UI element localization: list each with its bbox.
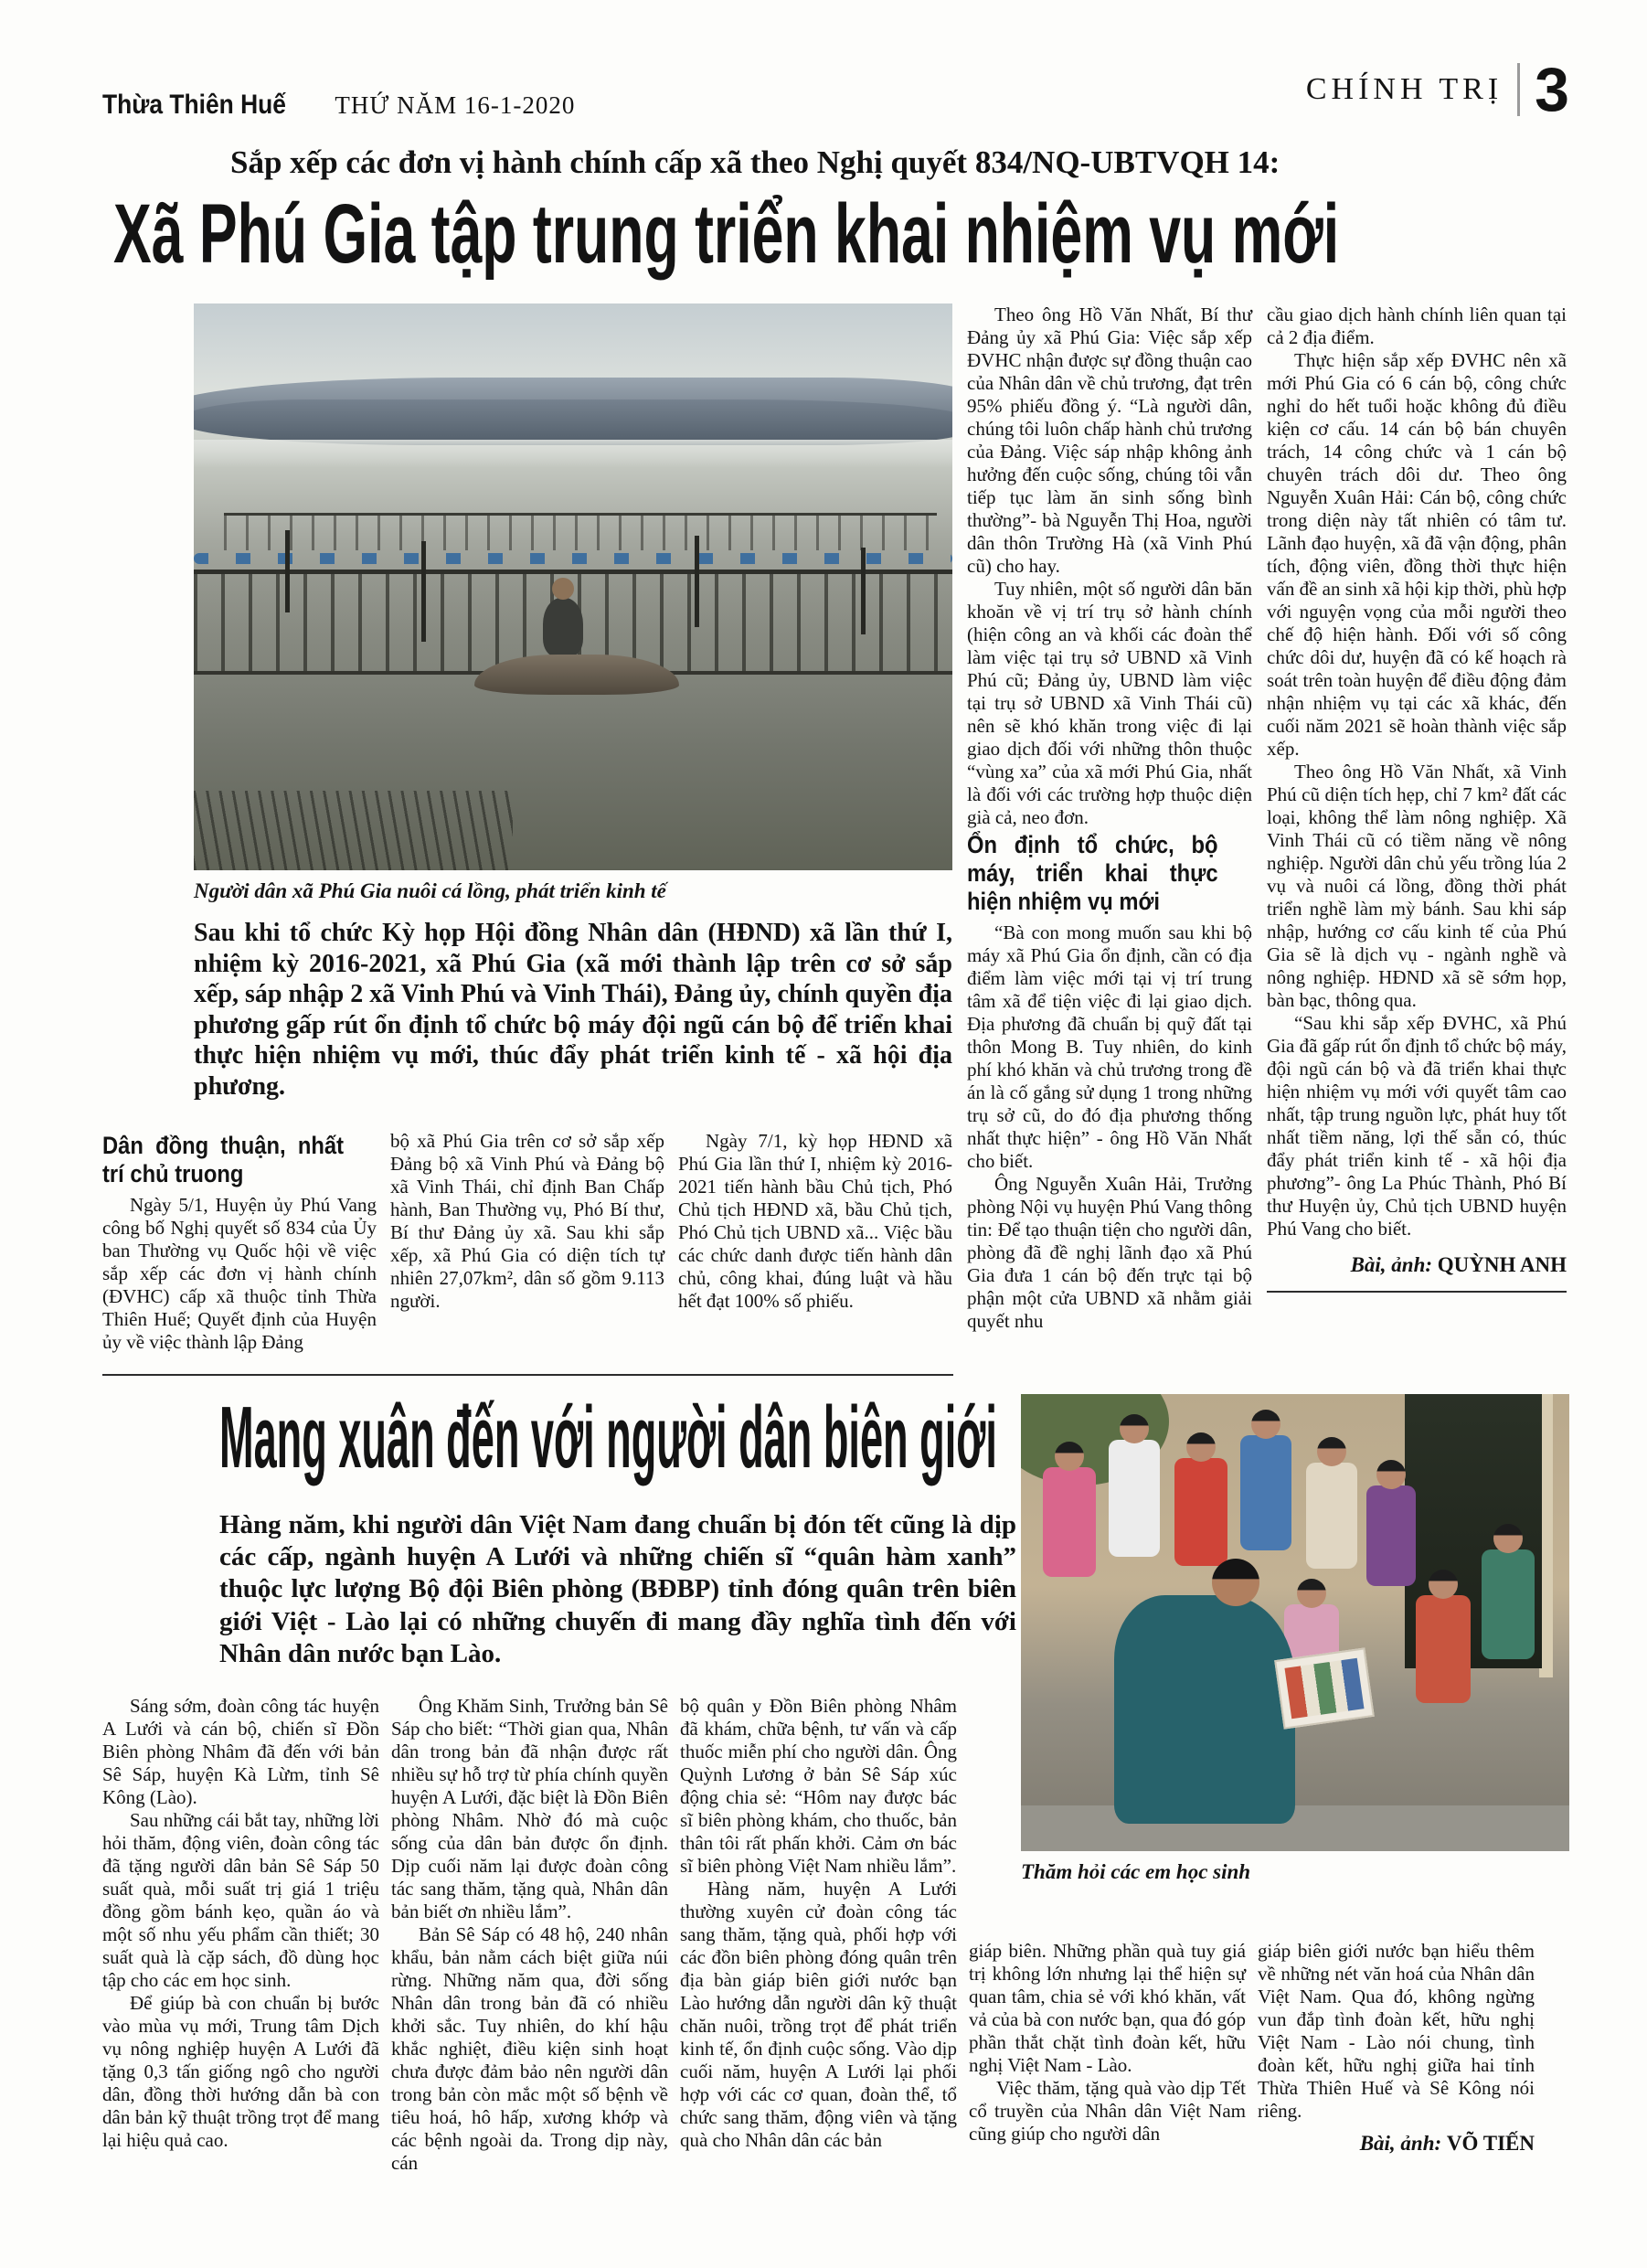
photo-child: [1482, 1549, 1535, 1659]
photo-child: [1240, 1435, 1291, 1550]
paragraph: Sau những cái bắt tay, những lời hỏi thăm, động viên, đoàn công tác đã tặng người dân bản Sê Sáp 50 suất quà, mỗi suất trị giá 1 triệu đồng gồm bánh kẹo, quần áo và một số nhu yếu phẩm cần thiết; 30 suất quà là cặp sách, đồ dùng học tập cho các em học sinh.: [102, 1808, 379, 1991]
photo-child: [1043, 1467, 1096, 1577]
byline-label: Bài, ảnh:: [1350, 1253, 1433, 1276]
article2-photo: [1021, 1394, 1569, 1851]
article2-lede: Hàng năm, khi người dân Việt Nam đang chuẩn bị đón tết cũng là dịp các cấp, ngành huyện A Lưới và những chiến sĩ “quân hàm xanh” thuộc lực lượng Bộ đội Biên phòng (BĐBP) tỉnh đóng quân trên biên giới Việt - Lào lại có những chuyến đi mang đầy nghĩa tình đến với Nhân dân nước bạn Lào.: [219, 1509, 1016, 1669]
article2-photo-wrap: [1021, 1394, 1569, 1884]
photo-child: [1174, 1458, 1227, 1566]
photo-pole: [861, 548, 866, 634]
article1-photo: [194, 303, 952, 870]
article1-main: [102, 303, 1569, 1354]
article1-column-a: [967, 303, 1252, 1354]
paragraph: “Bà con mong muốn sau khi bộ máy xã Phú Gia ổn định, cần có địa điểm làm việc mới tại vị trí trung tâm xã để tiện việc đi lại giao dịch. Địa phương đã chuẩn bị quỹ đất tại thôn Mong B. Tuy nhiên, do kinh phí khó khăn và chủ trương trong đề án là cố gắng sử dụng 1 trong những trụ sở cũ, do đó địa phương thống nhất thực hiện” - ông Hồ Văn Nhất cho biết.: [967, 921, 1252, 1173]
paragraph: Bản Sê Sáp có 48 hộ, 240 nhân khẩu, bản nằm cách biệt giữa núi rừng. Những năm qua, đời sống Nhân dân trong bản đã có nhiều khởi sắc. Tuy nhiên, do khí hậu khắc nghiệt, điều kiện sinh hoạt chưa được đảm bảo nên người dân trong bản còn mắc một số bệnh về tiêu hoá, hô hấp, xương khớp và các bệnh ngoài da. Trong dịp này, cán: [391, 1922, 668, 2174]
photo-child: [1306, 1463, 1357, 1569]
article1-bottom-col1-text: Ngày 5/1, Huyện ủy Phú Vang công bố Nghị quyết số 834 của Ủy ban Thường vụ Quốc hội về việc sắp xếp các đơn vị hành chính (ĐVHC) cấp xã thuộc tỉnh Thừa Thiên Huế; Quyết định của Huyện ủy về việc thành lập Đảng: [102, 1193, 377, 1353]
article2-headline: Mang xuân đến với người dân biên giới: [219, 1388, 997, 1486]
article1-photo-caption: Người dân xã Phú Gia nuôi cá lồng, phát triển kinh tế: [194, 879, 666, 902]
article1-bottom-col2-text: bộ xã Phú Gia trên cơ sở sắp xếp Đảng bộ xã Vinh Phú và Đảng bộ xã Vinh Thái, chỉ định Ban Chấp hành, Ban Thường vụ, Phó Bí thư, Bí thư Đảng ủy xã. Sau khi sắp xếp, xã Phú Gia có diện tích tự nhiên 27,07km², dân số gồm 9.113 người.: [390, 1129, 664, 1312]
photo-woman: [1114, 1595, 1295, 1824]
article1-bottom-columns: [102, 1130, 952, 1354]
paragraph: Ông Nguyễn Xuân Hải, Trưởng phòng Nội vụ huyện Phú Vang thông tin: Để tạo thuận tiện cho người dân, phòng đã đề nghị lãnh đạo xã Phú Gia đưa 1 cán bộ đến trực tại bộ phận một cửa UBND xã nhằm giải quyết nhu: [967, 1173, 1252, 1333]
section-name: CHÍNH TRỊ: [1305, 72, 1504, 106]
paragraph: Việc thăm, tặng quà vào dịp Tết cổ truyền của Nhân dân Việt Nam cũng giúp cho người dân: [969, 2076, 1246, 2145]
photo-haze: [194, 440, 952, 468]
photo-fish-cage-far: [224, 513, 937, 549]
article1-column-b: [1267, 303, 1567, 1354]
paragraph: Theo ông Hồ Văn Nhất, xã Vinh Phú cũ diện tích hẹp, chỉ 7 km² đất các loại, không thể làm nông nghiệp. Xã Vinh Thái cũ có tiềm năng về nông nghiệp. Người dân chủ yếu trồng lúa 2 vụ và nuôi cá lồng, đồng thời phát triển nghề làm mỳ bánh. Sau khi sáp nhập, hướng cơ cấu kinh tế của Phú Gia sẽ là dịch vụ - ngành nghề và nông nghiệp. HĐND xã sẽ sớm họp, bàn bạc, thông qua.: [1267, 761, 1567, 1011]
issue-date: THỨ NĂM 16-1-2020: [335, 91, 576, 119]
paragraph: Tuy nhiên, một số người dân băn khoăn về vị trí trụ sở hành chính (hiện công an và khối các đoàn thể làm việc tại trụ sở UBND xã Vinh Phú cũ; Đảng ủy, UBND làm việc tại trụ sở UBND xã Vinh Thái cũ) nên sẽ khó khăn trong việc đi lại giao dịch đối với những thôn thuộc “vùng xa” của xã mới Phú Gia, nhất là đối với các trường hợp thuộc diện già cả, neo đơn.: [967, 578, 1252, 828]
paragraph: cầu giao dịch hành chính liên quan tại cả 2 địa điểm.: [1267, 303, 1567, 348]
article1-left-block: [102, 303, 952, 1354]
photo-pole: [421, 541, 426, 642]
photo-picture-card: [1274, 1647, 1375, 1729]
article2-col3: [680, 1695, 957, 2175]
photo-child: [1416, 1595, 1471, 1703]
article2-col2: [391, 1695, 668, 2175]
article1-bottom-col1: [102, 1130, 377, 1354]
paragraph: Hàng năm, huyện A Lưới thường xuyên cử đoàn công tác sang thăm, tặng quà, phối hợp với các đồn biên phòng đóng quân trên địa bàn giáp biên giới nước bạn Lào hướng dẫn người dân kỹ thuật chăn nuôi, trồng trọt để phát triển kinh tế, ổn định cuộc sống. Vào dịp cuối năm, huyện A Lưới lại phối hợp với các cơ quan, đoàn thể, tổ chức sang thăm, động viên và tặng quà cho Nhân dân các bản: [680, 1877, 957, 2151]
article1-end-rule: [1267, 1291, 1567, 1293]
byline-author: VÕ TIẾN: [1446, 2131, 1535, 2155]
article1-bottom-col3-text: Ngày 7/1, kỳ họp HĐND xã Phú Gia lần thứ I, nhiệm kỳ 2016-2021 tiến hành bầu Chủ tịch, Phó Chủ tịch HĐND xã, bầu Chủ tịch, Phó Chủ tịch UBND xã... Việc bầu các chức danh được tiến hành dân chủ, công khai, đúng luật và hầu hết đạt 100% số phiếu.: [678, 1129, 952, 1312]
article2-col1: [102, 1695, 379, 2175]
photo-child: [1366, 1485, 1416, 1586]
article1-byline: [1267, 1253, 1567, 1276]
photo-pole: [285, 530, 290, 612]
article1-lede: Sau khi tổ chức Kỳ họp Hội đồng Nhân dân (HĐND) xã lần thứ I, nhiệm kỳ 2016-2021, xã Phú Gia (xã mới thành lập trên cơ sở sắp xếp, sáp nhập 2 xã Vinh Phú và Vinh Thái), Đảng ủy, chính quyền địa phương gấp rút ổn định tổ chức bộ máy đội ngũ cán bộ để triển khai thực hiện nhiệm vụ mới, thúc đẩy phát triển kinh tế - xã hội địa phương.: [194, 919, 952, 1101]
paragraph: Theo ông Hồ Văn Nhất, Bí thư Đảng ủy xã Phú Gia: Việc sắp xếp ĐVHC nhận được sự đồng thuận cao của Nhân dân về chủ trương, đạt trên 95% phiếu đồng ý. “Là người dân, chúng tôi luôn chấp hành chủ trương của Đảng. Việc sáp nhập không ảnh hưởng đến cuộc sống, chúng tôi vẫn tiếp tục làm ăn sinh sống bình thường”- bà Nguyễn Thị Hoa, người dân thôn Trường Hà (xã Vinh Phú cũ) cho hay.: [967, 303, 1252, 577]
masthead-block: [102, 90, 575, 121]
article-1: [102, 144, 1569, 1376]
photo-fisherman: [543, 598, 583, 656]
article2-photo-caption: Thăm hỏi các em học sinh: [1021, 1859, 1251, 1883]
byline-author: QUỲNH ANH: [1437, 1253, 1567, 1276]
article1-photo-wrap: [194, 303, 952, 903]
photo-net-foreground: [194, 791, 513, 870]
paragraph: Ông Khăm Sinh, Trưởng bản Sê Sáp cho biết: “Thời gian qua, Nhân dân trong bản đã nhận được rất nhiều sự hỗ trợ từ phía chính quyền huyện A Lưới, đặc biệt là Đồn Biên phòng Nhâm. Nhờ đó mà cuộc sống của dân bản được ổn định. Dịp cuối năm lại được đoàn công tác sang thăm, tặng quà, Nhân dân bản biết ơn nhiều lắm”.: [391, 1694, 668, 1922]
article2-byline: [1258, 2132, 1535, 2155]
article-2: [102, 1388, 1569, 2235]
page-number: 3: [1535, 55, 1569, 124]
masthead: Thừa Thiên Huế: [102, 90, 286, 120]
article-separator-rule: [102, 1374, 953, 1376]
paragraph: bộ quân y Đồn Biên phòng Nhâm đã khám, chữa bệnh, tư vấn và cấp thuốc miễn phí cho người dân. Ông Quỳnh Lương ở bản Sê Sáp xúc động chia sẻ: “Hôm nay được bác sĩ biên phòng khám, cho thuốc, bản thân tôi rất phấn khởi. Cảm ơn bác sĩ biên phòng Việt Nam nhiều lắm”.: [680, 1694, 957, 1877]
byline-label: Bài, ảnh:: [1359, 2131, 1442, 2155]
article1-kicker: Sắp xếp các đơn vị hành chính cấp xã theo Nghị quyết 834/NQ-UBTVQH 14:: [230, 144, 1280, 180]
paragraph: “Sau khi sắp xếp ĐVHC, xã Phú Gia đã gấp rút ổn định tổ chức bộ máy, đội ngũ cán bộ và đã triển khai thực hiện nhiệm vụ mới với quyết tâm cao nhất, tập trung nguồn lực, phát huy tốt nhất tiềm năng, lợi thế sẵn có, thúc đẩy phát triển kinh tế - xã hội địa phương”- ông La Phúc Thành, Phó Bí thư Huyện ủy, Chủ tịch UBND huyện Phú Vang cho biết.: [1267, 1012, 1567, 1240]
paragraph: Thực hiện sắp xếp ĐVHC nên xã mới Phú Gia có 6 cán bộ, công chức nghỉ do hết tuổi hoặc không đủ điều kiện cơ cấu. 14 cán bộ bán chuyên trách, 14 công chức và 1 cán bộ chuyên trách dôi dư. Theo ông Nguyễn Xuân Hải: Cán bộ, công chức trong diện này tất nhiên có tâm tư. Lãnh đạo huyện, xã đã vận động, phân tích, động viên, đồng thời thực hiện vấn đề an sinh xã hội kịp thời, phù hợp với nguyện vọng của mỗi người theo chế độ hiện hành. Đối với số công chức dôi dư, huyện đã có kế hoạch rà soát trên toàn huyện để điều động đảm nhận nhiệm vụ tại các xã khác, đến cuối năm 2021 sẽ hoàn thành việc sắp xếp.: [1267, 349, 1567, 760]
article1-headline: Xã Phú Gia tập trung triển khai nhiệm vụ mới: [113, 187, 1340, 281]
article1-subhead-2: Ổn định tổ chức, bộ máy, triển khai thực hiện nhiệm vụ mới: [967, 831, 1218, 916]
photo-mountains: [194, 399, 952, 445]
page-header: [102, 44, 1569, 124]
paragraph: giáp biên giới nước bạn hiểu thêm về những nét văn hoá của Nhân dân Việt Nam. Qua đó, không ngừng vun đắp tình đoàn kết, hữu nghị Việt Nam - Lào nói chung, tình đoàn kết, hữu nghị giữa hai tỉnh Thừa Thiên Huế và Sê Kông nói riêng.: [1258, 1939, 1535, 2122]
paragraph: giáp biên. Những phần quà tuy giá trị không lớn nhưng lại thể hiện sự quan tâm, chia sẻ với khó khăn, vất vả của bà con nước bạn, qua đó góp phần thắt chặt tình đoàn kết, hữu nghị Việt Nam - Lào.: [969, 1939, 1246, 2076]
header-divider: [1517, 63, 1520, 116]
section-block: [1305, 55, 1569, 124]
paragraph: Để giúp bà con chuẩn bị bước vào mùa vụ mới, Trung tâm Dịch vụ nông nghiệp huyện A Lưới đã tặng 0,3 tấn giống ngô cho người dân, đồng thời hướng dẫn bà con dân bản kỹ thuật trồng trọt để mang lại hiệu quả cao.: [102, 1991, 379, 2151]
article1-subhead-1: Dân đồng thuận, nhất trí chủ truong: [102, 1131, 344, 1187]
article1-bottom-col3: [678, 1130, 952, 1354]
photo-pole: [695, 536, 699, 627]
paragraph: Sáng sớm, đoàn công tác huyện A Lưới và cán bộ, chiến sĩ Đồn Biên phòng Nhâm đã đến với bản Sê Sáp, huyện Kà Lừm, tỉnh Sê Kông (Lào).: [102, 1694, 379, 1808]
photo-ground: [1021, 1805, 1569, 1851]
photo-boat: [474, 655, 679, 694]
article1-bottom-col2: [390, 1130, 664, 1354]
photo-cage-floats: [194, 553, 952, 564]
photo-child: [1109, 1440, 1160, 1557]
